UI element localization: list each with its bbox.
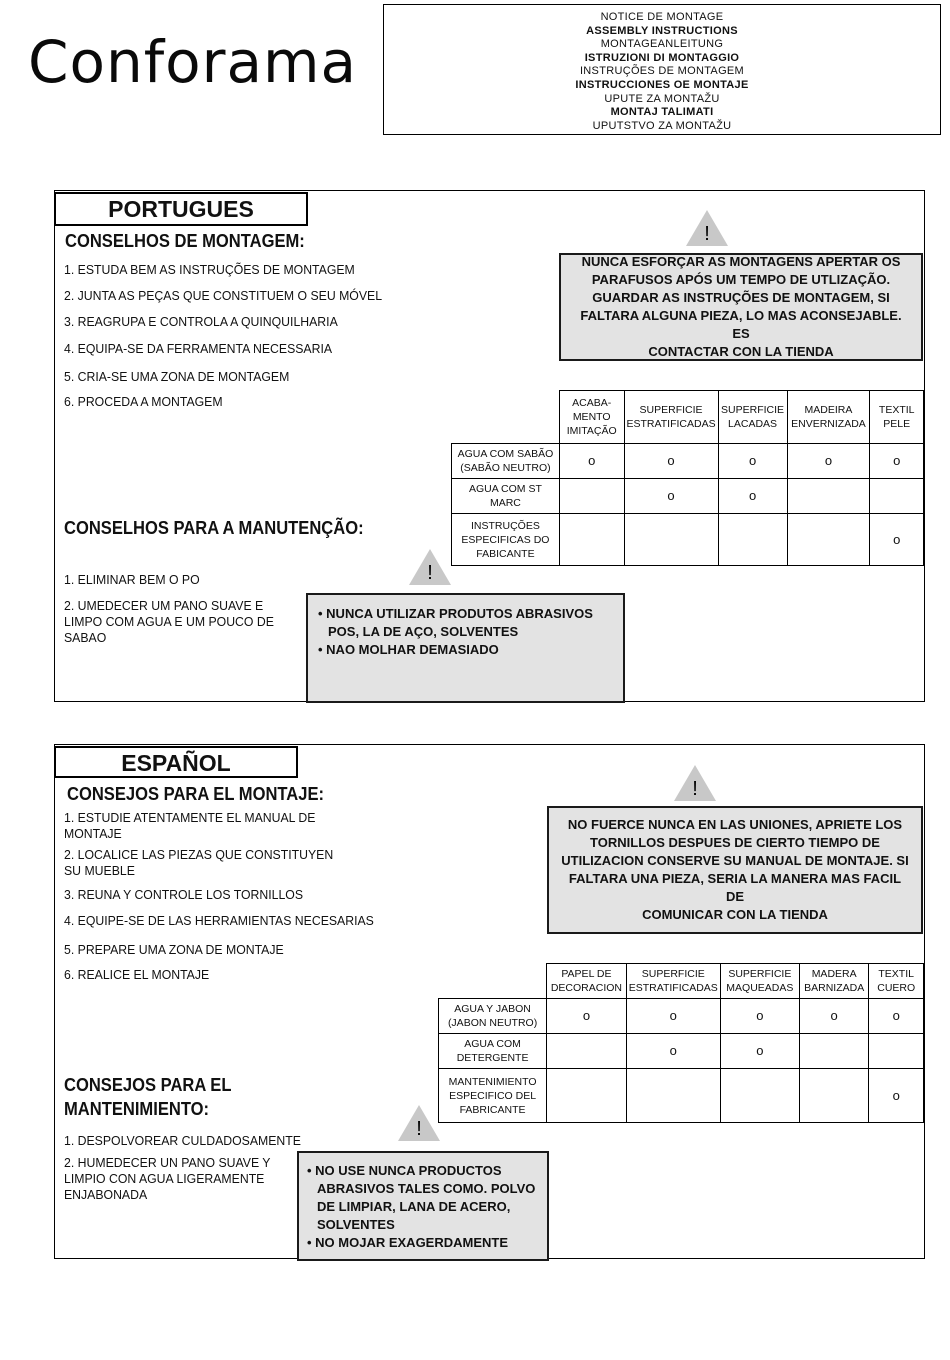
care-cell: o xyxy=(799,999,868,1034)
assembly-step: 4. EQUIPA-SE DA FERRAMENTA NECESSARIA xyxy=(64,341,333,356)
care-cell xyxy=(869,1034,924,1069)
care-col-header: SUPERFICIE ESTRATIFICADAS xyxy=(624,391,718,444)
care-cell xyxy=(870,479,924,514)
warning-line: NUNCA ESFORÇAR AS MONTAGENS APERTAR OS xyxy=(581,254,901,269)
care-cell: o xyxy=(869,1069,924,1123)
care-cell: o xyxy=(720,1034,799,1069)
warning-exclamation-icon: ! xyxy=(692,778,698,800)
care-col-header: TEXTIL CUERO xyxy=(869,964,924,999)
assembly-step: 1. ESTUDA BEM AS INSTRUÇÕES DE MONTAGEM xyxy=(64,262,355,277)
care-cell xyxy=(799,1034,868,1069)
assembly-step: 6. REALICE EL MONTAJE xyxy=(64,967,210,982)
title-line: NOTICE DE MONTAGE xyxy=(600,11,724,23)
care-cell: o xyxy=(547,999,627,1034)
table-row xyxy=(452,444,924,479)
title-line: INSTRUÇÕES DE MONTAGEM xyxy=(579,65,745,78)
warning-exclamation-icon: ! xyxy=(427,562,433,584)
assembly-step: 5. PREPARE UMA ZONA DE MONTAJE xyxy=(64,942,284,957)
warning-line: COMUNICAR CON LA TIENDA xyxy=(642,907,828,922)
warning-bullet: • NO MOJAR EXAGERDAMENTE xyxy=(307,1235,509,1250)
care-cell xyxy=(787,514,870,566)
maintenance-step: 1. DESPOLVOREAR CULDADOSAMENTE xyxy=(64,1133,301,1148)
brand-logo: Conforama xyxy=(28,28,358,96)
assembly-warning-box xyxy=(559,253,923,361)
warning-exclamation-icon: ! xyxy=(704,223,710,245)
care-row-label: MANTENIMIENTO ESPECIFICO DEL FABRICANTE xyxy=(439,1069,547,1123)
care-table xyxy=(438,963,924,1123)
assembly-step: 6. PROCEDA A MONTAGEM xyxy=(64,394,223,409)
table-row xyxy=(452,479,924,514)
warning-bullet: • NUNCA UTILIZAR PRODUTOS ABRASIVOS POS, LA DE AÇO, SOLVENTES xyxy=(318,606,593,639)
warning-line: PARAFUSOS APÓS UM TEMPO DE UTLIZAÇÃO. xyxy=(591,272,891,287)
maintenance-step: 2. UMEDECER UM PANO SUAVE E LIMPO COM AGUA E UM POUCO DE SABAO xyxy=(64,598,274,645)
table-row xyxy=(439,1034,924,1069)
title-line: INSTRUCCIONES OE MONTAJE xyxy=(575,78,749,91)
care-cell: o xyxy=(787,444,870,479)
care-row-label: AGUA COM DETERGENTE xyxy=(439,1034,547,1069)
warning-line: CONTACTAR CON LA TIENDA xyxy=(648,344,834,359)
warning-line: FALTARA UNA PIEZA, SERIA LA MANERA MAS FACIL DE xyxy=(568,871,902,904)
title-line: ISTRUZIONI DI MONTAGGIO xyxy=(584,51,740,64)
care-row-label: INSTRUÇÕES ESPECIFICAS DO FABICANTE xyxy=(452,514,560,566)
title-line: UPUTSTVO ZA MONTAŽU xyxy=(592,119,732,132)
care-row-label: AGUA COM ST MARC xyxy=(452,479,560,514)
care-cell: o xyxy=(626,999,720,1034)
assembly-step: 2. JUNTA AS PEÇAS QUE CONSTITUEM O SEU MÓVEL xyxy=(64,288,383,303)
title-line: ASSEMBLY INSTRUCTIONS xyxy=(586,24,738,37)
assembly-step: 3. REUNA Y CONTROLE LOS TORNILLOS xyxy=(64,887,304,902)
assembly-step: 4. EQUIPE-SE DE LAS HERRAMIENTAS NECESARIAS xyxy=(64,913,374,928)
care-cell: o xyxy=(626,1034,720,1069)
care-col-header: SUPERFICIE LACADAS xyxy=(718,391,787,444)
maintenance-step: 2. HUMEDECER UN PANO SUAVE Y LIMPIO CON AGUA LIGERAMENTE ENJABONADA xyxy=(64,1155,271,1202)
care-cell: o xyxy=(870,444,924,479)
table-row xyxy=(439,1069,924,1123)
title-line: UPUTE ZA MONTAŽU xyxy=(604,92,720,105)
warning-line: UTILIZACION CONSERVE SU MANUAL DE MONTAJE. SI xyxy=(561,853,909,868)
lang-tab-espanol: ESPAÑOL xyxy=(54,746,298,778)
assembly-title: CONSELHOS DE MONTAGEM: xyxy=(65,231,305,251)
care-cell xyxy=(626,1069,720,1123)
care-cell xyxy=(799,1069,868,1123)
care-cell: o xyxy=(559,444,624,479)
care-cell xyxy=(559,514,624,566)
care-table xyxy=(451,390,924,566)
maintenance-title: CONSEJOS PARA EL MANTENIMIENTO: xyxy=(64,1075,232,1119)
warning-triangle-icon xyxy=(396,1103,442,1143)
warning-line: NO FUERCE NUNCA EN LAS UNIONES, APRIETE LOS xyxy=(567,817,903,832)
care-col-header: PAPEL DE DECORACION xyxy=(547,964,627,999)
title-box xyxy=(383,4,941,135)
warning-bullet: • NO USE NUNCA PRODUCTOS ABRASIVOS TALES COMO. POLVO DE LIMPIAR, LANA DE ACERO, SOLVENTES xyxy=(307,1163,536,1232)
care-cell xyxy=(547,1069,627,1123)
care-cell xyxy=(547,1034,627,1069)
warning-line: FALTARA ALGUNA PIEZA, LO MAS ACONSEJABLE. ES xyxy=(580,308,902,341)
assembly-step: 1. ESTUDIE ATENTAMENTE EL MANUAL DE MONTAJE xyxy=(64,810,316,841)
care-row-label: AGUA Y JABON (JABON NEUTRO) xyxy=(439,999,547,1034)
care-col-header: SUPERFICIE MAQUEADAS xyxy=(720,964,799,999)
maintenance-step: 1. ELIMINAR BEM O PO xyxy=(64,572,200,587)
title-line: MONTAGEANLEITUNG xyxy=(600,38,724,51)
assembly-step: 3. REAGRUPA E CONTROLA A QUINQUILHARIA xyxy=(64,314,338,329)
maintenance-warning-box xyxy=(306,593,625,703)
care-col-header: ACABA-MENTO IMITAÇÃO xyxy=(559,391,624,444)
assembly-step: 2. LOCALICE LAS PIEZAS QUE CONSTITUYEN SU MUEBLE xyxy=(64,847,334,878)
assembly-step: 5. CRIA-SE UMA ZONA DE MONTAGEM xyxy=(64,369,290,384)
care-col-header: SUPERFICIE ESTRATIFICADAS xyxy=(626,964,720,999)
lang-tab-portugues: PORTUGUES xyxy=(54,192,308,226)
table-row xyxy=(452,514,924,566)
warning-triangle-icon xyxy=(684,208,730,248)
warning-triangle-icon xyxy=(672,763,718,803)
assembly-title: CONSEJOS PARA EL MONTAJE: xyxy=(67,784,325,804)
care-cell xyxy=(787,479,870,514)
care-col-header: MADERA BARNIZADA xyxy=(799,964,868,999)
warning-triangle-icon xyxy=(407,547,453,587)
maintenance-warning-box xyxy=(297,1151,549,1261)
care-cell: o xyxy=(720,999,799,1034)
warning-exclamation-icon: ! xyxy=(416,1118,422,1140)
care-cell: o xyxy=(718,479,787,514)
care-cell xyxy=(720,1069,799,1123)
title-line: MONTAJ TALIMATI xyxy=(610,106,714,119)
care-cell: o xyxy=(624,479,718,514)
warning-line: TORNILLOS DESPUES DE CIERTO TIEMPO DE xyxy=(590,835,880,850)
assembly-warning-box xyxy=(547,806,923,934)
care-cell xyxy=(559,479,624,514)
table-row xyxy=(439,999,924,1034)
warning-bullet: • NAO MOLHAR DEMASIADO xyxy=(318,642,499,657)
warning-line: GUARDAR AS INSTRUÇÕES DE MONTAGEM, SI xyxy=(592,290,890,305)
maintenance-title: CONSELHOS PARA A MANUTENÇÃO: xyxy=(64,518,364,538)
care-col-header: TEXTIL PELE xyxy=(870,391,924,444)
care-col-header: MADEIRA ENVERNIZADA xyxy=(787,391,870,444)
care-cell xyxy=(624,514,718,566)
care-cell: o xyxy=(869,999,924,1034)
care-cell xyxy=(718,514,787,566)
care-row-label: AGUA COM SABÃO (SABÃO NEUTRO) xyxy=(452,444,560,479)
care-cell: o xyxy=(870,514,924,566)
care-cell: o xyxy=(718,444,787,479)
care-cell: o xyxy=(624,444,718,479)
